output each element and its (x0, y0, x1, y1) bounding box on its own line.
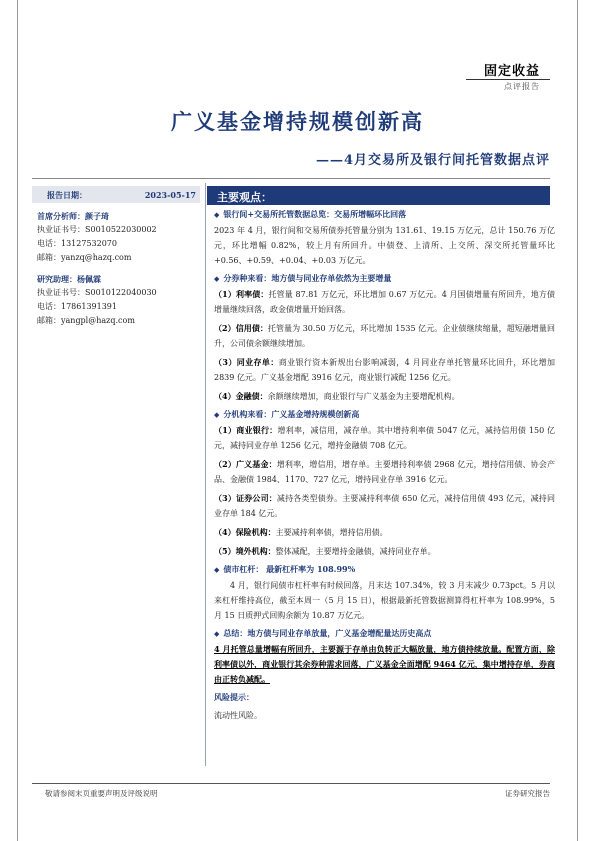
report-date-box (32, 186, 200, 203)
list-item: （4）金融债：余额继续增加，商业银行与广义基金为主要增配机构。 (214, 391, 460, 401)
main-content (214, 207, 555, 723)
risk-title: 风险提示： (214, 692, 254, 702)
lead-analyst-name: 首席分析师：颜子琦 (37, 211, 109, 221)
main-points-title: 主要观点： (217, 191, 272, 204)
analyst-info (37, 209, 202, 328)
section-title-summary: ◆ 总结：地方债与同业存单放量，广义基金增配量达历史高点 (214, 628, 432, 638)
list-item: （2）信用债：托管量为 30.50 万亿元，环比增加 1535 亿元。企业债继续缩量，超短融增量回升，公司债余额继续增加。 (214, 323, 555, 348)
header-rule (466, 79, 550, 80)
column-separator (205, 183, 206, 766)
page-title: 广义基金增持规模创新高 (171, 109, 424, 134)
diamond-icon: ◆ (214, 210, 220, 219)
report-category: 固定收益 (483, 64, 540, 79)
title-divider (32, 178, 550, 179)
report-date-label: 报告日期： (47, 190, 87, 200)
assistant-cert: 执业证书号：S0010122040030 (37, 288, 157, 297)
list-item: （3）证券公司：减持各类型债券。主要减持利率债 650 亿元，减持信用债 493 亿元，减持同业存单 184 亿元。 (214, 493, 555, 518)
footer-rule (32, 783, 550, 784)
list-item: （1）利率债：托管量 87.81 万亿元，环比增加 0.67 万亿元。4 月国债增量有所回升，地方债增量继续回落，政金债增量开始回落。 (214, 289, 555, 314)
report-type: 点评报告 (504, 82, 540, 91)
section-title-by-institution: ◆ 分机构来看：广义基金增持规模创新高 (214, 409, 360, 419)
summary-body: 4 月托管总量增幅有所回升，主要源于存单由负转正大幅放量，地方债持续放量。配置方面，除利率债以外，商业银行其余券种需求回落，广义基金全面增配 9464 亿元，集中增持存单，券商由正转负减配。 (214, 644, 555, 684)
diamond-icon: ◆ (214, 410, 220, 419)
list-item: （2）广义基金：增利率，增信用，增存单。主要增持利率债 2968 亿元，增持信用债、协会产品、金融债 1984、1170、727 亿元，增持同业存单 3916 亿元。 (214, 459, 555, 484)
lead-analyst-cert: 执业证书号：S0010522030002 (37, 225, 157, 234)
list-item: （3）同业存单：商业银行资本新规出台影响减弱，4 月同业存单托管量环比回升，环比增加 2839 亿元。广义基金增配 3916 亿元，商业银行减配 1256 亿元。 (214, 357, 555, 382)
risk-body: 流动性风险。 (214, 711, 262, 720)
diamond-icon: ◆ (214, 565, 220, 574)
list-item: （5）境外机构：整体减配，主要增持金融债，减持同业存单。 (214, 546, 436, 556)
diamond-icon: ◆ (214, 629, 220, 638)
assistant-phone: 电话：17861391391 (37, 302, 117, 311)
overview-body: 2023 年 4 月，银行间和交易所债券托管量分别为 131.61、19.15 万亿元，总计 150.76 万亿元，环比增幅 0.82%，较上月有所回升。中债登、上清所、上交所、深交所托管量环比+0.56、+0.59、+0.04、+0.03 万亿元。 (214, 226, 555, 265)
lead-analyst-email[interactable]: 邮箱：yanzq@hazq.com (37, 253, 132, 262)
main-points-header (207, 186, 550, 205)
assistant-name: 研究助理：杨佩霖 (37, 274, 101, 284)
leverage-body: 4 月，银行间债市杠杆率有时候回落，月末达 107.34%，较 3 月末减少 0.73pct。5 月以来杠杆维持高位，截至本周一（5 月 15 日），根据最新托管数据测算得杠杆率为 108.99%，5 月 15 日质押式回购余额为 10.87 万亿元。 (214, 581, 555, 620)
section-title-overview: ◆ 银行间+交易所托管数据总览：交易所增幅环比回落 (214, 209, 407, 219)
diamond-icon: ◆ (214, 274, 220, 283)
footer-disclaimer: 敬请参阅末页重要声明及评级说明 (45, 789, 158, 798)
report-date-value: 2023-05-17 (144, 190, 196, 200)
footer-report-type: 证券研究报告 (505, 789, 550, 798)
lead-analyst-phone: 电话：13127532070 (37, 239, 117, 248)
list-item: （1）商业银行：增利率，减信用，减存单。其中增持利率债 5047 亿元，减持信用债 150 亿元，减持同业存单 1256 亿元，增持金融债 708 亿元。 (214, 425, 555, 450)
page-subtitle: ——4月交易所及银行间托管数据点评 (315, 153, 550, 168)
section-title-leverage: ◆ 债市杠杆： 最新杠杆率为 108.99% (214, 564, 356, 574)
section-title-by-type: ◆ 分券种来看：地方债与同业存单依然为主要增量 (214, 273, 392, 283)
list-item: （4）保险机构：主要减持利率债，增持信用债。 (214, 527, 388, 537)
assistant-email[interactable]: 邮箱：yangpl@hazq.com (37, 316, 135, 325)
